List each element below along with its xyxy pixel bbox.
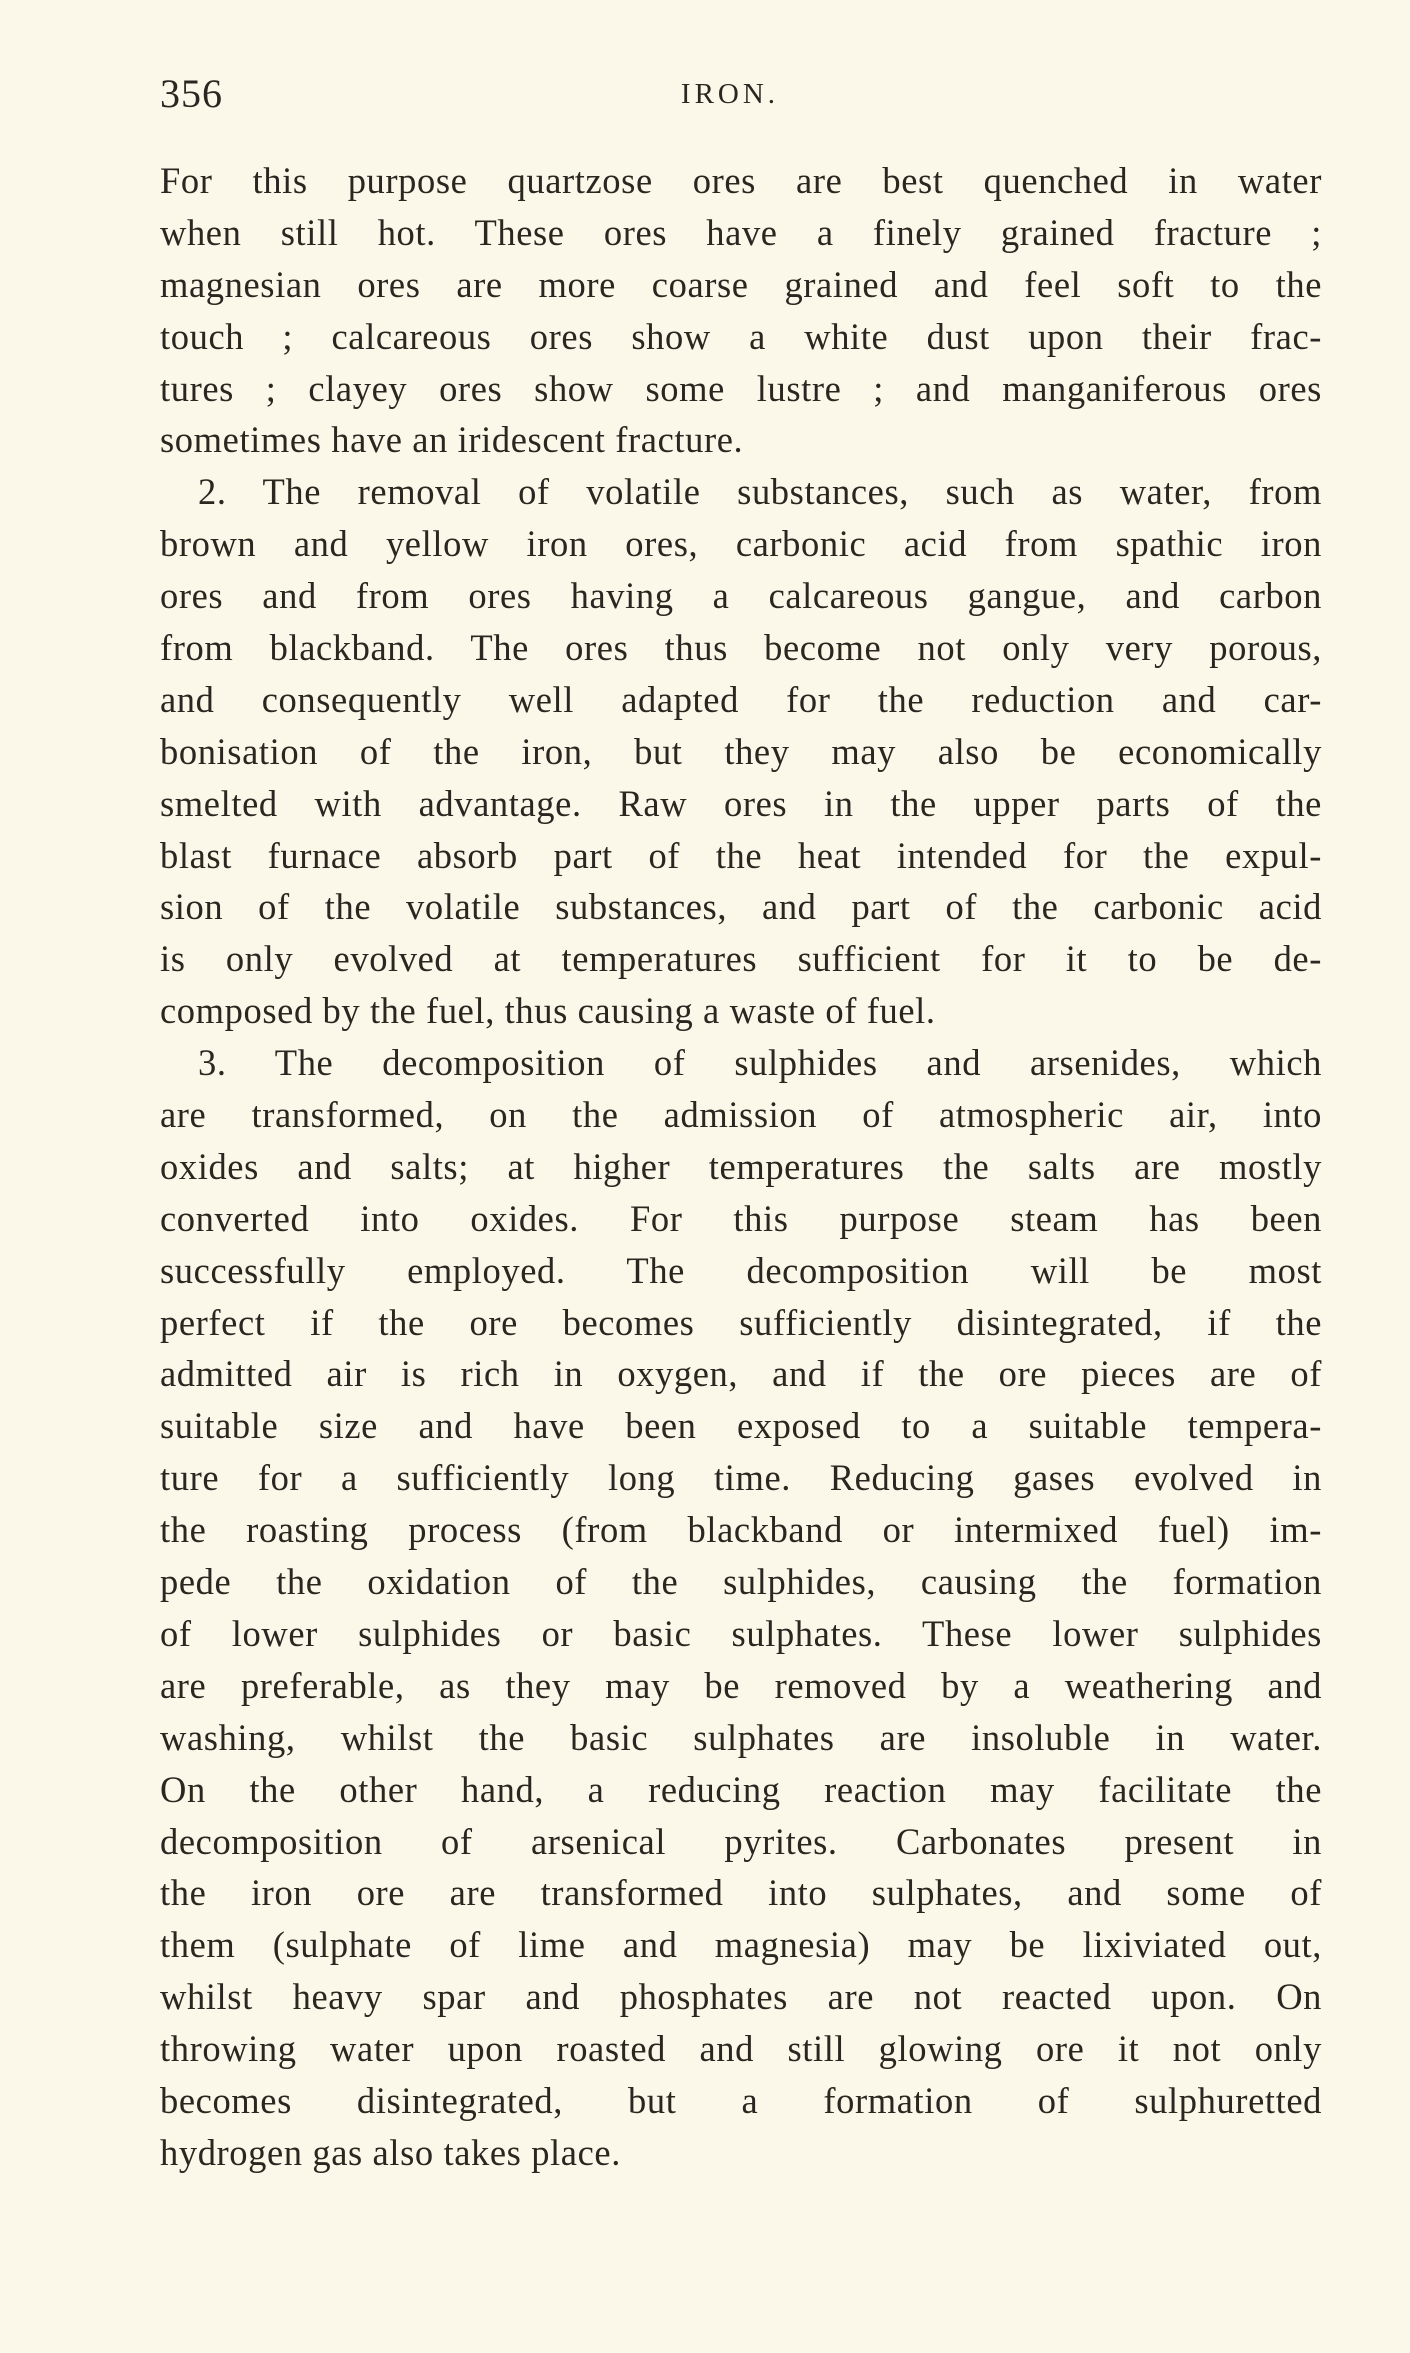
body-text [160,155,1322,2179]
text-line: are preferable, as they may be removed by a weathering and [160,1664,1322,1706]
page-header [160,70,1300,130]
text-line: For this purpose quartzose ores are best quenched in water [160,160,1322,201]
text-line: suitable size and have been exposed to a suitable tempera- [160,1405,1322,1447]
text-line: successfully employed. The decomposition will be most [160,1249,1322,1291]
text-line: smelted with advantage. Raw ores in the upper parts of the [160,782,1322,824]
text-line: throwing water upon roasted and still glowing ore it not only [160,2028,1322,2070]
running-head: IRON. [680,78,780,110]
text-line: composed by the fuel, thus causing a waste of fuel. [160,990,936,1032]
text-line: 2. The removal of volatile substances, such as water, from [198,471,1322,513]
text-line: perfect if the ore becomes sufficiently disintegrated, if the [160,1301,1322,1343]
text-line: touch ; calcareous ores show a white dust upon their frac- [160,315,1322,357]
text-line: them (sulphate of lime and magnesia) may be lixiviated out, [160,1924,1322,1966]
text-line: is only evolved at temperatures sufficient for it to be de- [160,938,1322,980]
text-line: ture for a sufficiently long time. Reducing gases evolved in [160,1457,1322,1499]
text-line: bonisation of the iron, but they may also be economically [160,730,1322,772]
text-line: tures ; clayey ores show some lustre ; and manganiferous ores [160,367,1322,409]
text-line: hydrogen gas also takes place. [160,2131,621,2173]
text-line: washing, whilst the basic sulphates are insoluble in water. [160,1716,1322,1758]
text-line: pede the oxidation of the sulphides, causing the formation [160,1561,1322,1603]
text-line: ores and from ores having a calcareous gangue, and carbon [160,575,1322,617]
page-number: 356 [160,71,223,116]
text-line: admitted air is rich in oxygen, and if the ore pieces are of [160,1353,1322,1395]
text-line: the roasting process (from blackband or intermixed fuel) im- [160,1509,1322,1551]
text-line: when still hot. These ores have a finely grained fracture ; [160,211,1322,253]
text-line: magnesian ores are more coarse grained and feel soft to the [160,263,1322,305]
text-line: from blackband. The ores thus become not only very porous, [160,627,1322,669]
text-line: 3. The decomposition of sulphides and arsenides, which [198,1042,1322,1084]
text-line: are transformed, on the admission of atmospheric air, into [160,1094,1322,1136]
text-line: sometimes have an iridescent fracture. [160,419,744,461]
text-line: decomposition of arsenical pyrites. Carbonates present in [160,1820,1322,1862]
text-line: and consequently well adapted for the reduction and car- [160,678,1322,720]
text-line: becomes disintegrated, but a formation of sulphuretted [160,2079,1322,2121]
text-line: whilst heavy spar and phosphates are not reacted upon. On [160,1976,1322,2018]
text-line: of lower sulphides or basic sulphates. These lower sulphides [160,1612,1322,1654]
text-line: oxides and salts; at higher temperatures the salts are mostly [160,1145,1322,1187]
text-line: converted into oxides. For this purpose steam has been [160,1197,1322,1239]
text-line: blast furnace absorb part of the heat intended for the expul- [160,834,1322,876]
text-line: brown and yellow iron ores, carbonic acid from spathic iron [160,523,1322,565]
text-line: the iron ore are transformed into sulphates, and some of [160,1872,1322,1914]
text-line: On the other hand, a reducing reaction may facilitate the [160,1768,1322,1810]
text-line: sion of the volatile substances, and part of the carbonic acid [160,886,1322,928]
